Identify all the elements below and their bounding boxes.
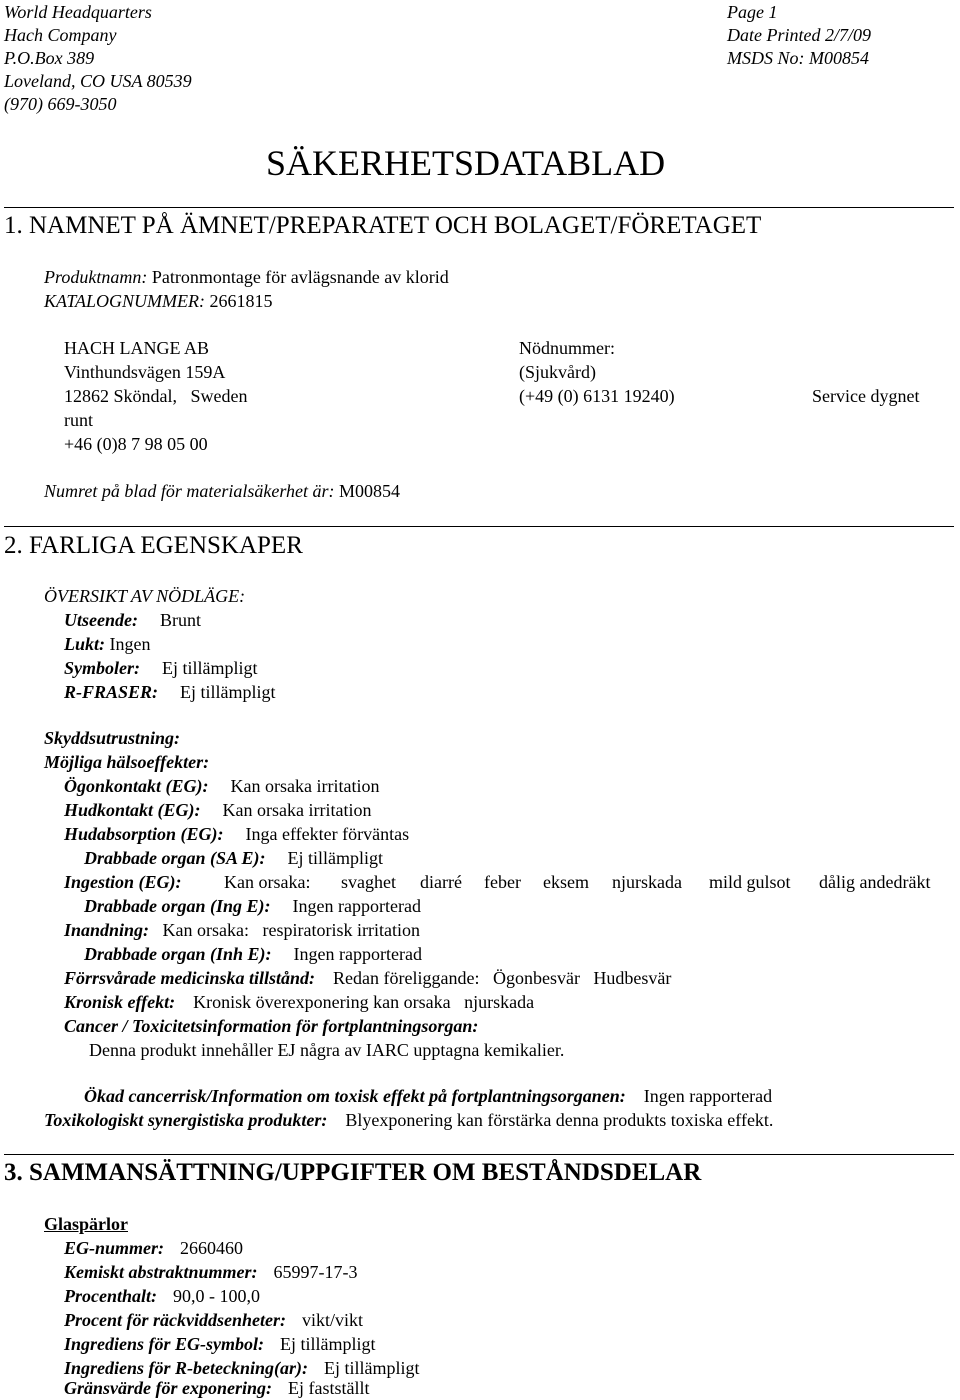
- divider: [4, 526, 954, 527]
- emergency-line-3: (+49 (0) 6131 19240): [519, 386, 675, 406]
- target-organs-sa-label: Drabbade organ (SA E):: [84, 848, 266, 868]
- skin-absorption-value: Inga effekter förväntas: [245, 824, 410, 844]
- emergency-line-1: Nödnummer:: [519, 338, 615, 358]
- org-line-1: World Headquarters: [4, 2, 152, 22]
- target-organs-ing-value: Ingen rapporterad: [292, 896, 421, 916]
- r-designation-value: Ej tillämpligt: [324, 1358, 420, 1378]
- ingestion-word-4: feber: [484, 872, 521, 892]
- ingestion-word-7: mild gulsot: [709, 872, 791, 892]
- exposure-limit-value: Ej fastställt: [288, 1378, 370, 1398]
- skin-contact-value: Kan orsaka irritation: [222, 800, 372, 820]
- target-organs-ing-row: [84, 894, 421, 918]
- aggravated-conditions-value: Redan föreliggande: Ögonbesvär Hudbesvär: [333, 968, 672, 988]
- org-line-4: Loveland, CO USA 80539: [4, 71, 192, 91]
- ec-number-label: EG-nummer:: [64, 1238, 165, 1258]
- skin-contact-label: Hudkontakt (EG):: [64, 800, 201, 820]
- cancer-risk-label: Ökad cancerrisk/Information om toxisk effekt på fortplantningsorganen:: [84, 1086, 626, 1106]
- cas-number-row: [64, 1260, 358, 1284]
- inhalation-value: Kan orsaka: respiratorisk irritation: [162, 920, 420, 940]
- chronic-effect-value: Kronisk överexponering kan orsaka njurskada: [193, 992, 535, 1012]
- skin-contact-row: [64, 798, 371, 822]
- ingestion-word-3: diarré: [420, 872, 462, 892]
- ingestion-label: [64, 870, 182, 894]
- ec-symbol-value: Ej tillämpligt: [280, 1334, 376, 1354]
- divider: [4, 1154, 954, 1155]
- cas-number-label: Kemiskt abstraktnummer:: [64, 1262, 258, 1282]
- target-organs-inh-row: [84, 942, 422, 966]
- percent-units-value: vikt/vikt: [301, 1310, 363, 1330]
- eye-contact-label: Ögonkontakt (EG):: [64, 776, 209, 796]
- overview-heading: ÖVERSIKT AV NÖDLÄGE:: [44, 586, 246, 606]
- section-1-heading: 1. NAMNET PÅ ÄMNET/PREPARATET OCH BOLAGET/FÖRETAGET: [4, 212, 762, 239]
- percent-units-label: Procent för räckviddsenheter:: [64, 1310, 286, 1330]
- protective-equipment-heading: Skyddsutrustning:: [44, 728, 181, 748]
- ingestion-word-2: svaghet: [341, 872, 396, 892]
- percent-row: [64, 1284, 260, 1308]
- divider: [4, 207, 954, 208]
- product-name-row: [44, 265, 449, 289]
- ec-symbol-row: [64, 1332, 376, 1356]
- org-line-5: (970) 669-3050: [4, 94, 117, 114]
- eye-contact-value: Kan orsaka irritation: [230, 776, 380, 796]
- catalog-row: [44, 289, 273, 313]
- org-line-3: P.O.Box 389: [4, 48, 95, 68]
- date-printed: Date Printed 2/7/09: [727, 25, 871, 45]
- r-phrases-label: R-FRASER:: [64, 682, 159, 702]
- msds-number-label: Numret på blad för materialsäkerhet är:: [44, 481, 335, 501]
- page-title: SÄKERHETSDATABLAD: [266, 143, 666, 183]
- product-name-value: Patronmontage för avlägsnande av klorid: [151, 267, 449, 287]
- symbols-label: Symboler:: [64, 658, 140, 678]
- percent-value: 90,0 - 100,0: [173, 1286, 260, 1306]
- msds-number: MSDS No: M00854: [727, 48, 869, 68]
- odor-value: Ingen: [109, 634, 151, 654]
- service-runt: runt: [64, 410, 93, 430]
- percent-label: Procenthalt:: [64, 1286, 157, 1306]
- section-3-heading: 3. SAMMANSÄTTNING/UPPGIFTER OM BESTÅNDSDELAR: [4, 1159, 702, 1186]
- catalog-value: 2661815: [209, 291, 273, 311]
- emergency-line-2: (Sjukvård): [519, 362, 596, 382]
- ec-number-value: 2660460: [180, 1238, 244, 1258]
- ingestion-label-text: Ingestion (EG):: [64, 872, 182, 892]
- eye-contact-row: [64, 774, 379, 798]
- org-line-2: Hach Company: [4, 25, 117, 45]
- address-line-2: Vinthundsvägen 159A: [64, 362, 226, 382]
- appearance-value: Brunt: [159, 610, 201, 630]
- percent-units-row: [64, 1308, 363, 1332]
- cas-number-value: 65997-17-3: [273, 1262, 358, 1282]
- inhalation-label: Inandning:: [64, 920, 150, 940]
- r-phrases-row: [64, 680, 276, 704]
- target-organs-inh-value: Ingen rapporterad: [293, 944, 422, 964]
- ingestion-word-6: njurskada: [612, 872, 682, 892]
- symbols-row: [64, 656, 258, 680]
- r-designation-label: Ingrediens för R-beteckning(ar):: [64, 1358, 308, 1378]
- ingestion-word-1: Kan orsaka:: [224, 872, 311, 892]
- service-label: Service dygnet: [812, 386, 920, 406]
- cancer-risk-value: Ingen rapporterad: [643, 1086, 773, 1106]
- ingestion-word-8: dålig andedräkt: [819, 872, 931, 892]
- component-name: Glaspärlor: [44, 1214, 128, 1234]
- cancer-info-value: Denna produkt innehåller EJ några av IARC upptagna kemikalier.: [89, 1040, 565, 1060]
- address-line-3: 12862 Sköndal, Sweden: [64, 386, 248, 406]
- health-effects-heading: Möjliga hälsoeffekter:: [44, 752, 210, 772]
- odor-label: Lukt:: [64, 634, 106, 654]
- synergistic-row: [44, 1108, 773, 1132]
- appearance-row: [64, 608, 201, 632]
- target-organs-sa-row: [84, 846, 383, 870]
- cancer-risk-row: [84, 1084, 772, 1108]
- r-phrases-value: Ej tillämpligt: [180, 682, 276, 702]
- skin-absorption-row: [64, 822, 409, 846]
- appearance-label: Utseende:: [64, 610, 138, 630]
- symbols-value: Ej tillämpligt: [162, 658, 258, 678]
- chronic-effect-label: Kronisk effekt:: [64, 992, 176, 1012]
- inhalation-row: [64, 918, 420, 942]
- skin-absorption-label: Hudabsorption (EG):: [64, 824, 224, 844]
- chronic-effect-row: [64, 990, 534, 1014]
- address-line-1: HACH LANGE AB: [64, 338, 210, 358]
- msds-number-row: [44, 479, 400, 503]
- ingestion-word-5: eksem: [543, 872, 589, 892]
- ec-symbol-label: Ingrediens för EG-symbol:: [64, 1334, 265, 1354]
- target-organs-inh-label: Drabbade organ (Inh E):: [84, 944, 272, 964]
- odor-row: [64, 632, 151, 656]
- synergistic-label: Toxikologiskt synergistiska produkter:: [44, 1110, 328, 1130]
- product-name-label: Produktnamn:: [44, 267, 148, 287]
- msds-number-value: M00854: [339, 481, 401, 501]
- ec-number-row: [64, 1236, 243, 1260]
- target-organs-sa-value: Ej tillämpligt: [287, 848, 384, 868]
- exposure-limit-row: [64, 1376, 370, 1400]
- section-2-heading: 2. FARLIGA EGENSKAPER: [4, 532, 303, 559]
- aggravated-conditions-label: Förrsvårade medicinska tillstånd:: [64, 968, 316, 988]
- catalog-label: KATALOGNUMMER:: [44, 291, 205, 311]
- synergistic-value: Blyexponering kan förstärka denna produkts toxiska effekt.: [345, 1110, 774, 1130]
- company-phone: +46 (0)8 7 98 05 00: [64, 434, 208, 454]
- page-number: Page 1: [727, 2, 778, 22]
- exposure-limit-label: Gränsvärde för exponering:: [64, 1378, 273, 1398]
- target-organs-ing-label: Drabbade organ (Ing E):: [84, 896, 271, 916]
- aggravated-conditions-row: [64, 966, 671, 990]
- cancer-info-label: Cancer / Toxicitetsinformation för fortplantningsorgan:: [64, 1016, 479, 1036]
